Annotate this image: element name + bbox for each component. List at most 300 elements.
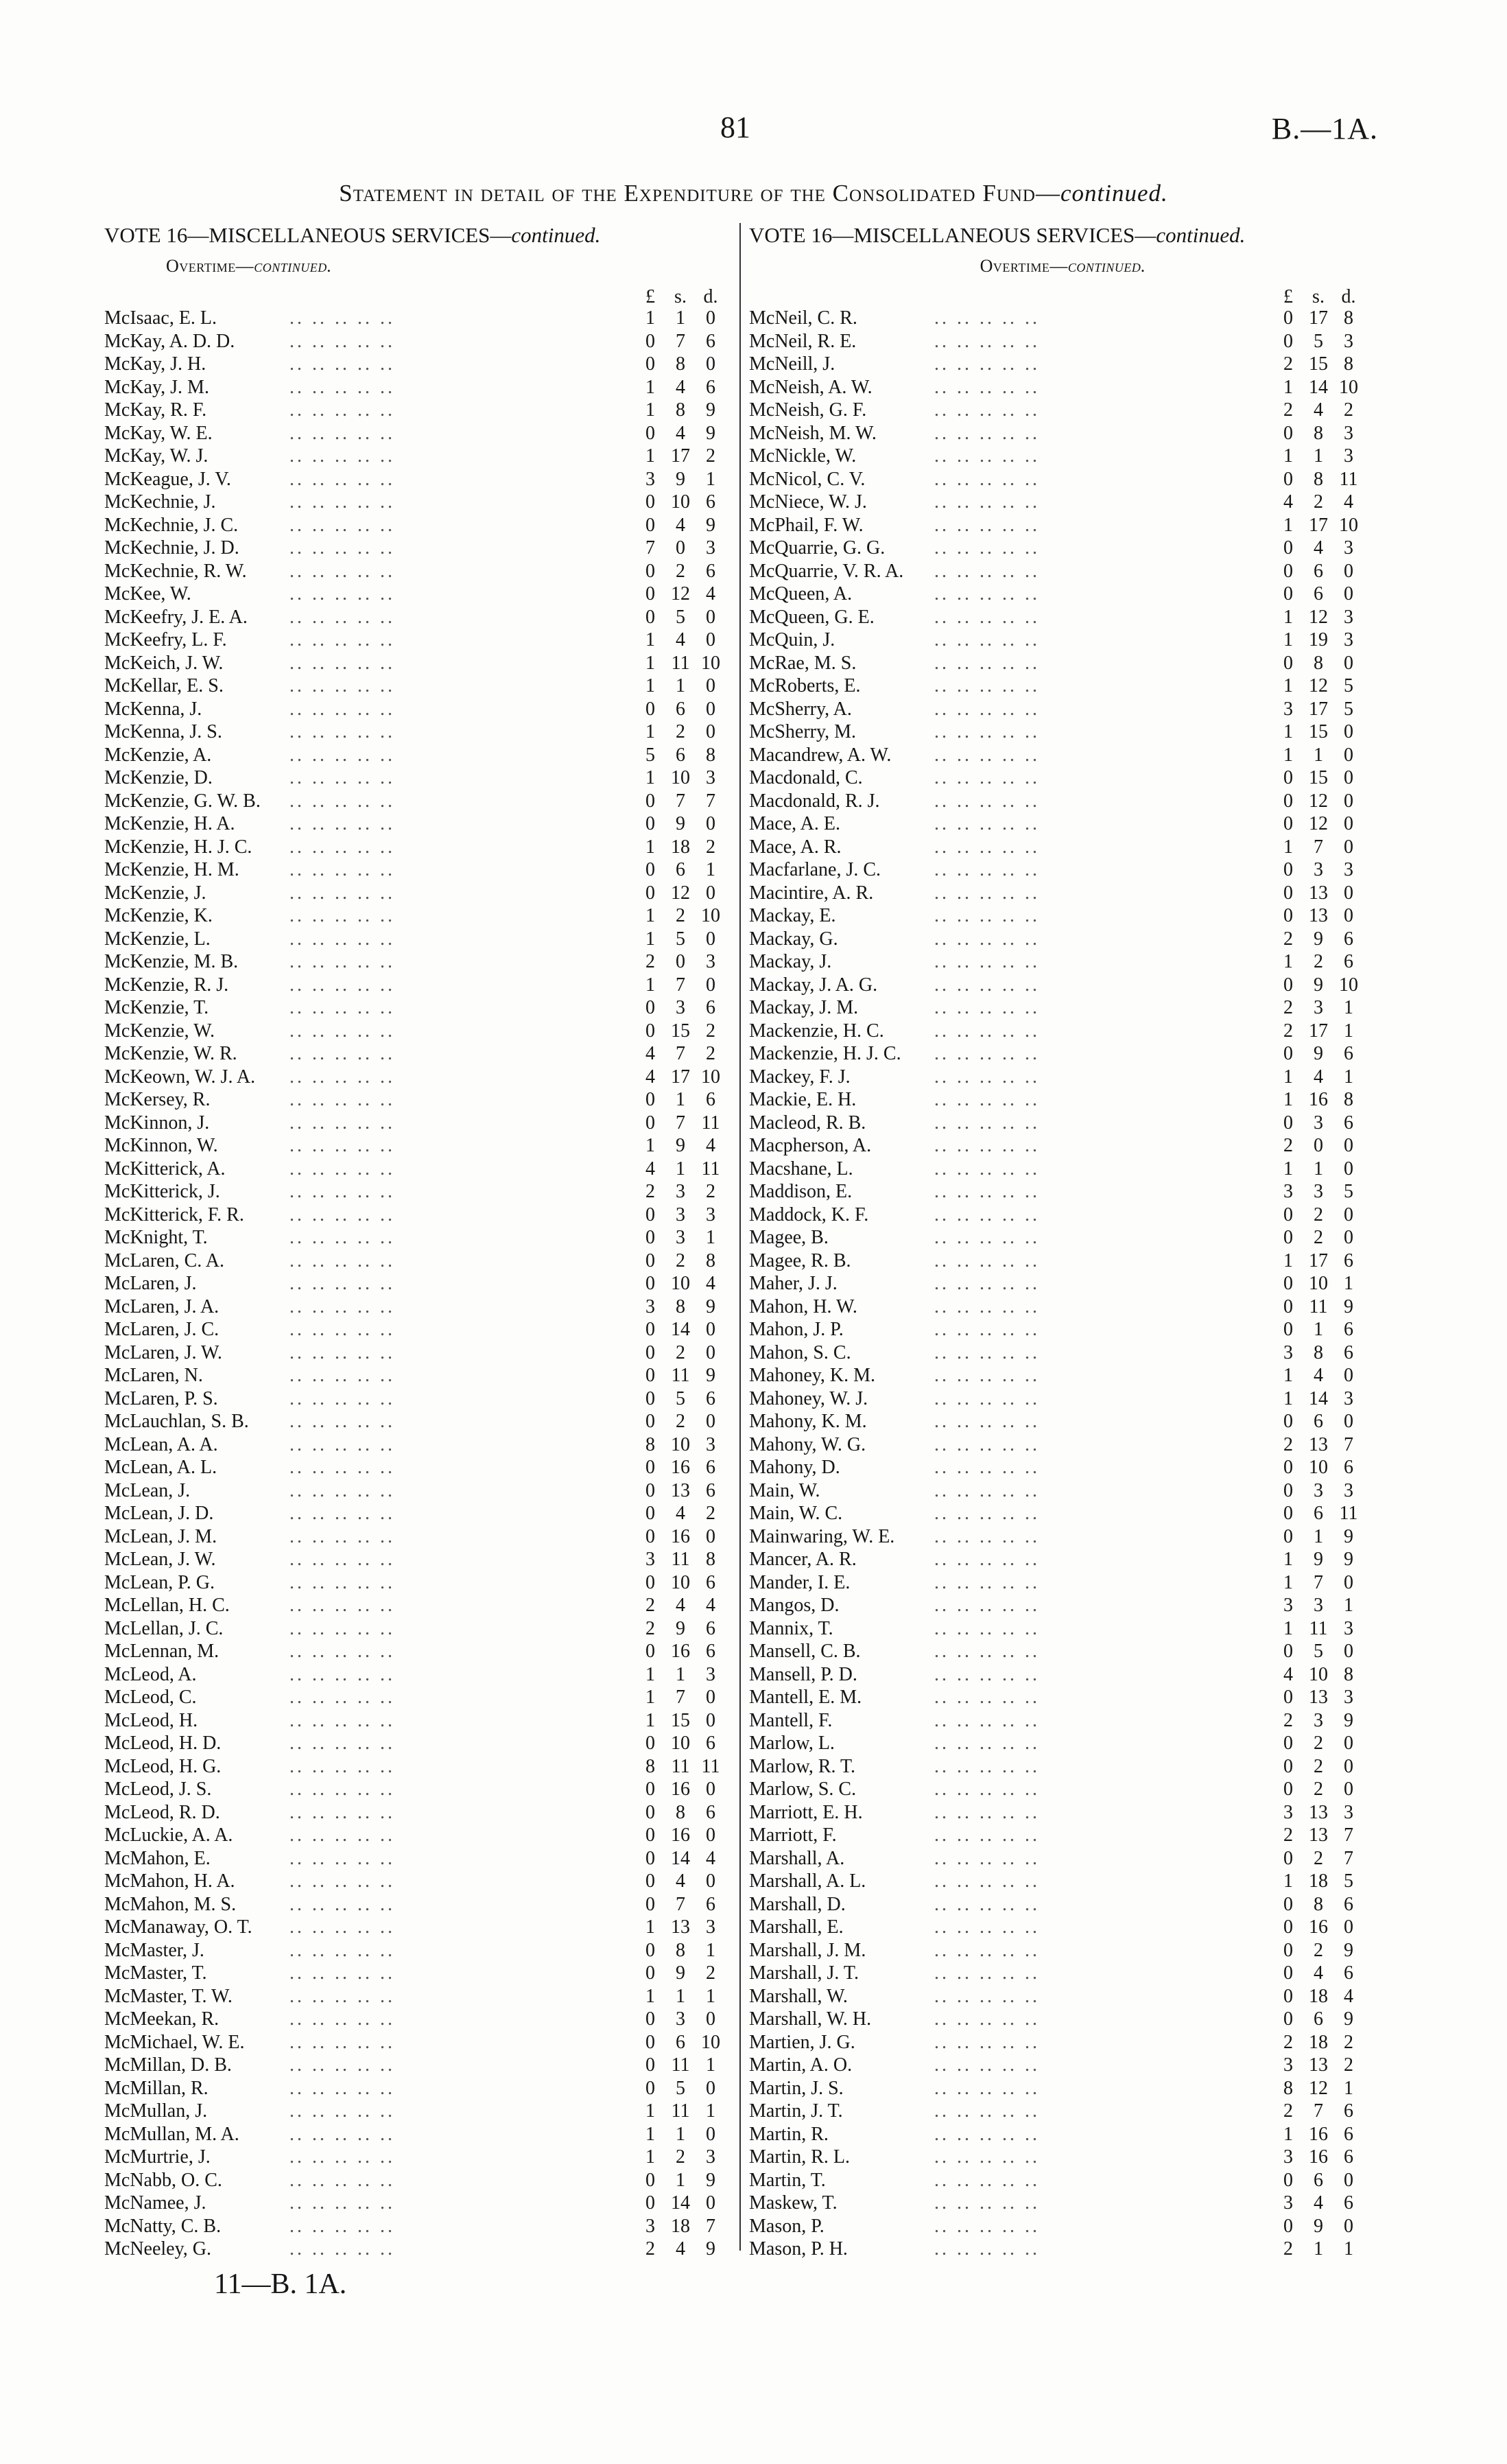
- leader-dots: .. .. .. .. ..: [934, 330, 1040, 352]
- leader-dots: .. .. .. .. ..: [934, 1709, 1040, 1731]
- table-row: [749, 2146, 1377, 2169]
- amount-shillings: 11: [1309, 1617, 1328, 1639]
- amount-shillings: 4: [676, 376, 685, 398]
- amount-shillings: 2: [676, 2146, 685, 2168]
- payee-name: McKechnie, J. C.: [104, 514, 239, 536]
- payee-name: McMullan, M. A.: [104, 2123, 239, 2145]
- amount-pounds: 1: [645, 1985, 655, 2007]
- amount-pence: 2: [706, 1503, 715, 1524]
- table-row: [104, 2008, 742, 2031]
- amount-pounds: 0: [645, 790, 655, 812]
- amount-pence: 0: [706, 882, 715, 904]
- amount-pounds: 1: [1283, 1066, 1293, 1088]
- amount-pounds: 0: [645, 2054, 655, 2076]
- leader-dots: .. .. .. .. ..: [289, 767, 395, 788]
- amount-pounds: 0: [645, 2077, 655, 2099]
- amount-pence: 0: [706, 2008, 715, 2030]
- leader-dots: .. .. .. .. ..: [289, 1066, 395, 1088]
- payee-name: McMaster, J.: [104, 1939, 204, 1961]
- payee-name: McKenna, J. S.: [104, 721, 222, 742]
- payee-name: Mahon, J. P.: [749, 1319, 844, 1340]
- leader-dots: .. .. .. .. ..: [289, 2215, 395, 2237]
- payee-name: McManaway, O. T.: [104, 1916, 252, 1938]
- leader-dots: .. .. .. .. ..: [289, 1893, 395, 1915]
- table-row: [104, 1088, 742, 1112]
- leader-dots: .. .. .. .. ..: [289, 1801, 395, 1823]
- amount-shillings: 2: [676, 721, 685, 742]
- table-row: [104, 445, 742, 468]
- leader-dots: .. .. .. .. ..: [934, 1043, 1040, 1064]
- amount-pence: 11: [701, 1158, 720, 1180]
- amount-pence: 0: [1344, 813, 1353, 834]
- amount-pounds: 0: [645, 1779, 655, 1800]
- payee-name: Marshall, J. T.: [749, 1962, 859, 1984]
- payee-name: McKenzie, T.: [104, 997, 209, 1018]
- pence-header: d.: [1341, 286, 1356, 307]
- leader-dots: .. .. .. .. ..: [934, 1227, 1040, 1248]
- table-row: [104, 812, 742, 836]
- payee-name: McRae, M. S.: [749, 652, 857, 674]
- payee-name: McKenzie, W.: [104, 1020, 215, 1042]
- amount-shillings: 11: [671, 2100, 690, 2122]
- leader-dots: .. .. .. .. ..: [934, 997, 1040, 1018]
- table-row: [749, 928, 1377, 951]
- leader-dots: .. .. .. .. ..: [934, 2100, 1040, 2122]
- amount-shillings: 4: [676, 422, 685, 444]
- payee-name: McLennan, M.: [104, 1641, 219, 1662]
- payee-name: McNeeley, G.: [104, 2238, 212, 2260]
- payee-name: Maddison, E.: [749, 1181, 853, 1202]
- leader-dots: .. .. .. .. ..: [934, 2077, 1040, 2099]
- payee-name: Mackenzie, H. J. C.: [749, 1043, 901, 1064]
- amount-pence: 0: [706, 1319, 715, 1340]
- payee-name: McQuin, J.: [749, 629, 835, 650]
- payee-name: Macintire, A. R.: [749, 882, 874, 904]
- amount-pence: 0: [1344, 1641, 1353, 1662]
- table-row: [749, 1066, 1377, 1089]
- payee-name: McNatty, C. B.: [104, 2215, 222, 2237]
- amount-shillings: 12: [1309, 813, 1328, 834]
- amount-pounds: 3: [1283, 2192, 1293, 2214]
- leader-dots: .. .. .. .. ..: [934, 698, 1040, 720]
- table-row: [749, 790, 1377, 813]
- payee-name: Magee, B.: [749, 1227, 829, 1248]
- amount-shillings: 7: [676, 330, 685, 352]
- leader-dots: .. .. .. .. ..: [934, 307, 1040, 329]
- payee-name: Marriott, E. H.: [749, 1801, 863, 1823]
- amount-pounds: 0: [645, 1089, 655, 1110]
- leader-dots: .. .. .. .. ..: [289, 491, 395, 513]
- amount-pounds: 1: [645, 1687, 655, 1708]
- payee-name: McLellan, H. C.: [104, 1595, 230, 1616]
- amount-pounds: 2: [1283, 1709, 1293, 1731]
- payee-name: McKay, W. E.: [104, 422, 213, 444]
- payee-name: McMurtrie, J.: [104, 2146, 211, 2168]
- table-row: [749, 1204, 1377, 1227]
- payee-name: McKechnie, R. W.: [104, 560, 247, 582]
- amount-shillings: 10: [1309, 1457, 1328, 1478]
- amount-pence: 6: [1344, 1043, 1353, 1064]
- amount-pounds: 4: [645, 1043, 655, 1064]
- amount-pounds: 3: [1283, 1801, 1293, 1823]
- amount-pounds: 0: [645, 1365, 655, 1386]
- amount-pence: 0: [706, 1525, 715, 1547]
- leader-dots: .. .. .. .. ..: [934, 583, 1040, 605]
- amount-shillings: 16: [671, 1779, 690, 1800]
- amount-shillings: 7: [676, 1043, 685, 1064]
- amount-pence: 1: [1344, 2238, 1353, 2260]
- amount-pence: 0: [706, 353, 715, 375]
- amount-shillings: 4: [1314, 537, 1323, 559]
- payee-name: McLean, P. G.: [104, 1571, 215, 1593]
- leader-dots: .. .. .. .. ..: [289, 1847, 395, 1869]
- amount-pence: 5: [1344, 698, 1353, 720]
- amount-pence: 3: [1344, 606, 1353, 628]
- amount-shillings: 6: [1314, 2169, 1323, 2191]
- amount-shillings: 19: [1309, 629, 1328, 650]
- amount-shillings: 13: [1309, 882, 1328, 904]
- payee-name: Marlow, S. C.: [749, 1779, 857, 1800]
- table-row: [749, 904, 1377, 928]
- amount-pence: 1: [706, 859, 715, 880]
- amount-pounds: 0: [1283, 1916, 1293, 1938]
- amount-shillings: 7: [1314, 1571, 1323, 1593]
- leader-dots: .. .. .. .. ..: [934, 1847, 1040, 1869]
- amount-pence: 0: [706, 1824, 715, 1846]
- payee-name: McKitterick, A.: [104, 1158, 226, 1180]
- payee-name: McKeague, J. V.: [104, 468, 231, 490]
- payee-name: McLaren, J. W.: [104, 1341, 222, 1363]
- amount-pence: 8: [706, 1549, 715, 1570]
- amount-pence: 6: [706, 997, 715, 1018]
- table-row: [749, 514, 1377, 537]
- amount-shillings: 2: [676, 560, 685, 582]
- amount-pounds: 1: [645, 836, 655, 858]
- amount-pence: 5: [1344, 1870, 1353, 1892]
- leader-dots: .. .. .. .. ..: [289, 2100, 395, 2122]
- table-row: [104, 1204, 742, 1227]
- table-row: [104, 1548, 742, 1571]
- amount-pounds: 1: [645, 1663, 655, 1685]
- table-row: [104, 1732, 742, 1755]
- amount-shillings: 12: [1309, 675, 1328, 696]
- amount-pence: 0: [1344, 1733, 1353, 1754]
- leader-dots: .. .. .. .. ..: [289, 974, 395, 996]
- amount-shillings: 1: [676, 1158, 685, 1180]
- amount-pounds: 3: [1283, 1595, 1293, 1616]
- payee-name: Macpherson, A.: [749, 1135, 872, 1156]
- table-row: [749, 606, 1377, 629]
- amount-shillings: 10: [671, 1273, 690, 1294]
- vote-heading-left: [104, 223, 742, 248]
- amount-shillings: 1: [676, 2123, 685, 2145]
- amount-pence: 6: [706, 1089, 715, 1110]
- amount-pounds: 0: [645, 583, 655, 605]
- amount-pounds: 1: [645, 1916, 655, 1938]
- table-row: [104, 2100, 742, 2123]
- table-row: [749, 996, 1377, 1020]
- payee-name: McKitterick, J.: [104, 1181, 220, 1202]
- leader-dots: .. .. .. .. ..: [289, 1319, 395, 1340]
- leader-dots: .. .. .. .. ..: [934, 928, 1040, 950]
- table-row: [104, 1755, 742, 1779]
- amount-pence: 0: [706, 629, 715, 650]
- amount-pounds: 0: [645, 1273, 655, 1294]
- payee-name: Main, W.: [749, 1479, 820, 1501]
- amount-pence: 8: [1344, 1663, 1353, 1685]
- table-row: [749, 1594, 1377, 1617]
- amount-shillings: 16: [1309, 2146, 1328, 2168]
- subheading-text: Overtime—: [166, 256, 254, 276]
- payee-name: McKenzie, D.: [104, 767, 213, 788]
- amount-pence: 6: [706, 560, 715, 582]
- payee-name: Maher, J. J.: [749, 1273, 838, 1294]
- payee-name: Magee, R. B.: [749, 1249, 851, 1271]
- amount-shillings: 1: [1314, 744, 1323, 766]
- amount-pence: 3: [706, 1204, 715, 1225]
- amount-shillings: 13: [1309, 2054, 1328, 2076]
- table-row: [749, 1456, 1377, 1479]
- amount-shillings: 5: [676, 1387, 685, 1409]
- table-row: [104, 652, 742, 675]
- table-row: [104, 1916, 742, 1939]
- payee-name: Mahon, S. C.: [749, 1341, 851, 1363]
- amount-pence: 8: [706, 744, 715, 766]
- amount-pounds: 5: [645, 744, 655, 766]
- amount-pounds: 3: [1283, 1341, 1293, 1363]
- amount-shillings: 16: [1309, 1916, 1328, 1938]
- amount-shillings: 10: [1309, 1273, 1328, 1294]
- table-row: [104, 1433, 742, 1457]
- leader-dots: .. .. .. .. ..: [289, 1249, 395, 1271]
- amount-pounds: 0: [645, 560, 655, 582]
- amount-pounds: 4: [645, 1066, 655, 1088]
- table-row: [104, 882, 742, 905]
- amount-shillings: 17: [671, 445, 690, 467]
- payee-name: Martin, A. O.: [749, 2054, 853, 2076]
- leader-dots: .. .. .. .. ..: [934, 2146, 1040, 2168]
- amount-pounds: 0: [1283, 2215, 1293, 2237]
- amount-pounds: 1: [645, 2123, 655, 2145]
- payee-name: McNiece, W. J.: [749, 491, 867, 513]
- amount-shillings: 11: [671, 1755, 690, 1777]
- leader-dots: .. .. .. .. ..: [289, 928, 395, 950]
- subheading-continued: continued.: [254, 256, 332, 276]
- payee-name: Martin, T.: [749, 2169, 826, 2191]
- amount-shillings: 9: [676, 468, 685, 490]
- table-row: [104, 1410, 742, 1433]
- payee-name: McLaren, J. A.: [104, 1295, 219, 1317]
- table-row: [749, 1801, 1377, 1824]
- leader-dots: .. .. .. .. ..: [934, 882, 1040, 904]
- amount-pounds: 0: [645, 1870, 655, 1892]
- leader-dots: .. .. .. .. ..: [289, 882, 395, 904]
- payee-name: Mahon, H. W.: [749, 1295, 857, 1317]
- table-row: [104, 606, 742, 629]
- amount-pence: 9: [1344, 1939, 1353, 1961]
- payee-name: McKechnie, J. D.: [104, 537, 239, 559]
- amount-shillings: 4: [676, 1595, 685, 1616]
- amount-pounds: 1: [645, 376, 655, 398]
- payee-name: McKinnon, W.: [104, 1135, 218, 1156]
- payee-name: Mackie, E. H.: [749, 1089, 857, 1110]
- leader-dots: .. .. .. .. ..: [934, 1939, 1040, 1961]
- payee-name: McMaster, T. W.: [104, 1985, 233, 2007]
- leader-dots: .. .. .. .. ..: [934, 1549, 1040, 1570]
- amount-shillings: 17: [1309, 1020, 1328, 1042]
- amount-pounds: 1: [645, 2146, 655, 2168]
- amount-pounds: 0: [645, 1387, 655, 1409]
- payee-name: McLean, A. A.: [104, 1433, 218, 1455]
- amount-pence: 0: [1344, 744, 1353, 766]
- leader-dots: .. .. .. .. ..: [289, 1295, 395, 1317]
- amount-shillings: 3: [1314, 859, 1323, 880]
- amount-shillings: 3: [1314, 1595, 1323, 1616]
- payee-name: Mackay, G.: [749, 928, 838, 950]
- amount-pounds: 0: [1283, 1755, 1293, 1777]
- amount-pounds: 1: [645, 767, 655, 788]
- leader-dots: .. .. .. .. ..: [289, 1341, 395, 1363]
- table-row: [104, 1249, 742, 1273]
- amount-pounds: 1: [1283, 2123, 1293, 2145]
- amount-pence: 0: [1344, 583, 1353, 605]
- amount-pence: 0: [1344, 905, 1353, 926]
- amount-pence: 9: [706, 514, 715, 536]
- amount-pence: 0: [1344, 1204, 1353, 1225]
- leader-dots: .. .. .. .. ..: [934, 1687, 1040, 1708]
- amount-pounds: 2: [645, 1617, 655, 1639]
- amount-shillings: 8: [676, 1295, 685, 1317]
- payee-name: McKenzie, H. J. C.: [104, 836, 252, 858]
- amount-pence: 0: [1344, 882, 1353, 904]
- amount-pence: 3: [1344, 445, 1353, 467]
- payee-name: McMichael, W. E.: [104, 2031, 245, 2053]
- amount-pounds: 0: [1283, 307, 1293, 329]
- amount-shillings: 18: [1309, 2031, 1328, 2053]
- leader-dots: .. .. .. .. ..: [289, 1479, 395, 1501]
- table-row: [749, 2100, 1377, 2123]
- table-row: [749, 2215, 1377, 2238]
- amount-shillings: 17: [671, 1066, 690, 1088]
- amount-pence: 0: [1344, 721, 1353, 742]
- amount-pounds: 0: [1283, 1687, 1293, 1708]
- amount-shillings: 2: [1314, 1779, 1323, 1800]
- amount-pence: 0: [1344, 1755, 1353, 1777]
- payee-name: McKenzie, A.: [104, 744, 212, 766]
- amount-pence: 3: [1344, 1479, 1353, 1501]
- table-row: [749, 1249, 1377, 1273]
- payee-name: Mackay, E.: [749, 905, 836, 926]
- table-row: [104, 1042, 742, 1066]
- amount-shillings: 14: [1309, 1387, 1328, 1409]
- amount-pounds: 0: [645, 698, 655, 720]
- leader-dots: .. .. .. .. ..: [934, 1595, 1040, 1616]
- amount-pounds: 2: [1283, 353, 1293, 375]
- leader-dots: .. .. .. .. ..: [289, 1387, 395, 1409]
- leader-dots: .. .. .. .. ..: [289, 1939, 395, 1961]
- amount-pence: 6: [1344, 1341, 1353, 1363]
- amount-shillings: 4: [1314, 2192, 1323, 2214]
- leader-dots: .. .. .. .. ..: [934, 2031, 1040, 2053]
- amount-pence: 0: [1344, 836, 1353, 858]
- leader-dots: .. .. .. .. ..: [289, 2031, 395, 2053]
- amount-pence: 11: [1339, 468, 1358, 490]
- table-row: [104, 720, 742, 744]
- leader-dots: .. .. .. .. ..: [289, 813, 395, 834]
- amount-pounds: 0: [645, 1962, 655, 1984]
- leader-dots: .. .. .. .. ..: [934, 1525, 1040, 1547]
- payee-name: Maddock, K. F.: [749, 1204, 869, 1225]
- table-row: [104, 1847, 742, 1870]
- leader-dots: .. .. .. .. ..: [289, 1916, 395, 1938]
- amount-pounds: 0: [645, 2169, 655, 2191]
- table-row: [749, 2031, 1377, 2054]
- payee-name: McSherry, M.: [749, 721, 857, 742]
- amount-pence: 1: [706, 1227, 715, 1248]
- payee-name: McKinnon, J.: [104, 1112, 210, 1134]
- amount-shillings: 8: [1314, 1341, 1323, 1363]
- amount-pounds: 0: [645, 330, 655, 352]
- table-row: [749, 1020, 1377, 1043]
- leader-dots: .. .. .. .. ..: [289, 675, 395, 696]
- leader-dots: .. .. .. .. ..: [934, 1779, 1040, 1800]
- amount-shillings: 9: [1314, 1549, 1323, 1570]
- amount-pounds: 3: [645, 2215, 655, 2237]
- amount-pence: 0: [706, 307, 715, 329]
- payee-name: Mahoney, W. J.: [749, 1387, 868, 1409]
- money-column-headers-right: [749, 286, 1377, 305]
- amount-shillings: 2: [676, 1411, 685, 1432]
- amount-pounds: 0: [1283, 1939, 1293, 1961]
- page-signature: 11—B. 1A.: [214, 2268, 347, 2300]
- amount-shillings: 16: [671, 1457, 690, 1478]
- amount-shillings: 9: [1314, 974, 1323, 996]
- amount-pounds: 0: [1283, 1733, 1293, 1754]
- amount-pounds: 0: [1283, 790, 1293, 812]
- amount-shillings: 7: [676, 1687, 685, 1708]
- leader-dots: .. .. .. .. ..: [289, 1824, 395, 1846]
- leader-dots: .. .. .. .. ..: [289, 307, 395, 329]
- payee-name: McLeod, J. S.: [104, 1779, 212, 1800]
- payee-name: McQuarrie, G. G.: [749, 537, 886, 559]
- leader-dots: .. .. .. .. ..: [934, 537, 1040, 559]
- amount-shillings: 2: [676, 1341, 685, 1363]
- amount-pence: 0: [706, 2077, 715, 2099]
- table-row: [749, 1134, 1377, 1158]
- leader-dots: .. .. .. .. ..: [934, 2054, 1040, 2076]
- leader-dots: .. .. .. .. ..: [289, 2169, 395, 2191]
- amount-pence: 3: [1344, 1387, 1353, 1409]
- payee-name: McKenzie, W. R.: [104, 1043, 237, 1064]
- table-row: [104, 1387, 742, 1411]
- amount-pence: 7: [1344, 1824, 1353, 1846]
- table-row: [104, 1801, 742, 1824]
- amount-pounds: 0: [1283, 560, 1293, 582]
- amount-pence: 10: [1339, 376, 1358, 398]
- leader-dots: .. .. .. .. ..: [934, 1295, 1040, 1317]
- payee-name: Macfarlane, J. C.: [749, 859, 881, 880]
- right-column: [749, 223, 1377, 2261]
- table-row: [749, 445, 1377, 468]
- leader-dots: .. .. .. .. ..: [934, 1755, 1040, 1777]
- leader-dots: .. .. .. .. ..: [289, 1227, 395, 1248]
- table-row: [749, 950, 1377, 974]
- payee-name: Mahoney, K. M.: [749, 1365, 876, 1386]
- payee-name: McMahon, H. A.: [104, 1870, 235, 1892]
- table-row: [104, 1571, 742, 1595]
- leader-dots: .. .. .. .. ..: [934, 1801, 1040, 1823]
- table-row: [104, 537, 742, 560]
